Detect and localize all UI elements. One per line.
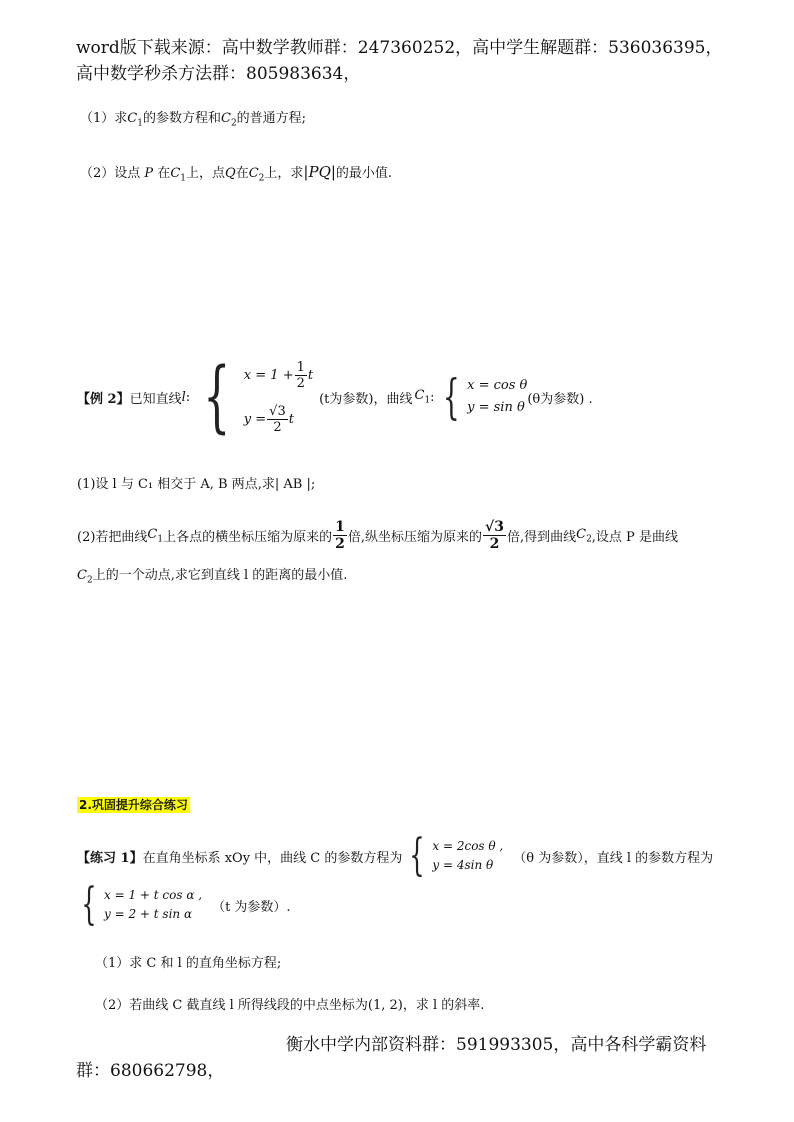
curve-c-y: y = 4sin θ bbox=[432, 858, 494, 872]
colon: : bbox=[185, 389, 191, 405]
math-l: l bbox=[181, 389, 186, 405]
fraction-half: $\frac{1}{2}$ bbox=[335, 519, 345, 552]
q2-prefix: （2）设点 bbox=[80, 166, 141, 181]
q2-text-b: 上，点 bbox=[186, 166, 226, 181]
example-intro: 已知直线 bbox=[129, 391, 182, 407]
exercise-intro: 在直角坐标系 xOy 中，曲线 C 的参数方程为 bbox=[142, 850, 403, 866]
exercise-1-statement bbox=[77, 830, 714, 881]
left-brace-l: { bbox=[81, 879, 97, 930]
left-brace: { bbox=[203, 352, 231, 442]
line-l-x: x = 1 + t cos α , bbox=[104, 888, 203, 902]
left-brace-c: { bbox=[409, 830, 426, 881]
math-c1: $C_1$ bbox=[147, 526, 164, 545]
line-l-param-system bbox=[104, 886, 202, 924]
footer-line-2: 群：680662798， bbox=[76, 1061, 225, 1081]
exercise-1-question-1: （1）求 C 和 l 的直角坐标方程; bbox=[95, 956, 282, 971]
prev-question-1 bbox=[80, 107, 306, 129]
q2-part-e: ,设点 P 是曲线 bbox=[591, 530, 678, 545]
q2-part-b: 上各点的横坐标压缩为原来的 bbox=[163, 530, 333, 545]
curve-y-equation: y = sin θ bbox=[467, 400, 525, 415]
q2-part-a: (2)若把曲线 bbox=[77, 530, 148, 545]
colon: : bbox=[430, 389, 435, 405]
math-c2: $C_2$ bbox=[248, 166, 265, 184]
line-y-equation: y = $\frac{√3}{2}$ t bbox=[243, 403, 294, 435]
exercise-1-line-equation bbox=[77, 879, 291, 930]
curve-c-system bbox=[432, 837, 503, 875]
param-theta-text: (θ为参数) . bbox=[527, 391, 593, 407]
left-brace-curve: { bbox=[442, 369, 460, 425]
exercise-1-question-2: （2）若曲线 C 截直线 l 所得线段的中点坐标为(1, 2)，求 l 的斜率. bbox=[95, 998, 485, 1013]
curve-c1-system bbox=[467, 375, 527, 419]
exercise-label: 【练习 1】 bbox=[77, 850, 143, 866]
exercise-param-1: （θ 为参数），直线 l 的参数方程为 bbox=[513, 850, 714, 866]
q2-part-d: 倍,得到曲线 bbox=[506, 530, 577, 545]
math-c2: $C_2$ bbox=[576, 526, 592, 545]
math-c1: $C_1$ bbox=[127, 111, 143, 129]
header-line-2: 高中数学秒杀方法群：805983634， bbox=[76, 64, 361, 84]
example-2-question-2 bbox=[77, 520, 678, 551]
q2-line2-text: 上的一个动点,求它到直线 l 的距离的最小值. bbox=[92, 568, 348, 583]
exercise-param-2: （t 为参数）. bbox=[212, 899, 291, 915]
example-2-statement bbox=[77, 352, 593, 442]
footer-line-1: 衡水中学内部资料群：591993305，高中各科学霸资料 bbox=[286, 1035, 707, 1055]
line-l-system bbox=[244, 353, 313, 441]
param-t-text: (t为参数)，曲线 bbox=[319, 391, 413, 407]
section-title-highlight: 2.巩固提升综合练习 bbox=[79, 798, 188, 812]
math-c2: $C_2$ bbox=[220, 111, 237, 129]
header-line-1: word版下载来源：高中数学教师群：247360252，高中学生解题群：536036395， bbox=[76, 38, 723, 58]
q2-text-d: 上，求 bbox=[264, 166, 304, 181]
math-p: P bbox=[144, 166, 154, 181]
q1-mid: 的参数方程和 bbox=[142, 111, 221, 126]
curve-x-equation: x = cos θ bbox=[467, 378, 528, 393]
prev-question-2 bbox=[80, 162, 392, 184]
fraction-sqrt3-over-2: $\frac{√3}{2}$ bbox=[485, 519, 504, 552]
math-c1: $C_1$ bbox=[414, 388, 431, 406]
q1-suffix: 的普通方程; bbox=[236, 111, 307, 126]
q1-prefix: （1）求 bbox=[80, 111, 128, 126]
math-q: Q bbox=[225, 166, 236, 181]
section-title bbox=[77, 794, 190, 813]
q2-suffix: 的最小值. bbox=[335, 166, 393, 181]
math-c2: $C_2$ bbox=[77, 568, 93, 586]
example-label: 【例 2】 bbox=[77, 391, 130, 407]
line-x-equation: x = 1 + $\frac{1}{2}$ t bbox=[243, 359, 314, 391]
curve-c-x: x = 2cos θ , bbox=[432, 839, 504, 853]
math-abs-pq: |PQ| bbox=[303, 163, 336, 181]
q2-text-c: 在 bbox=[235, 166, 249, 181]
line-l-y: y = 2 + t sin α bbox=[104, 907, 193, 921]
q2-part-c: 倍,纵坐标压缩为原来的 bbox=[347, 530, 483, 545]
example-2-question-1: (1)设 l 与 C₁ 相交于 A, B 两点,求| AB |; bbox=[77, 477, 316, 492]
q2-text-a: 在 bbox=[157, 166, 171, 181]
example-2-question-2-line-2 bbox=[77, 564, 347, 586]
math-c1: $C_1$ bbox=[170, 166, 187, 184]
